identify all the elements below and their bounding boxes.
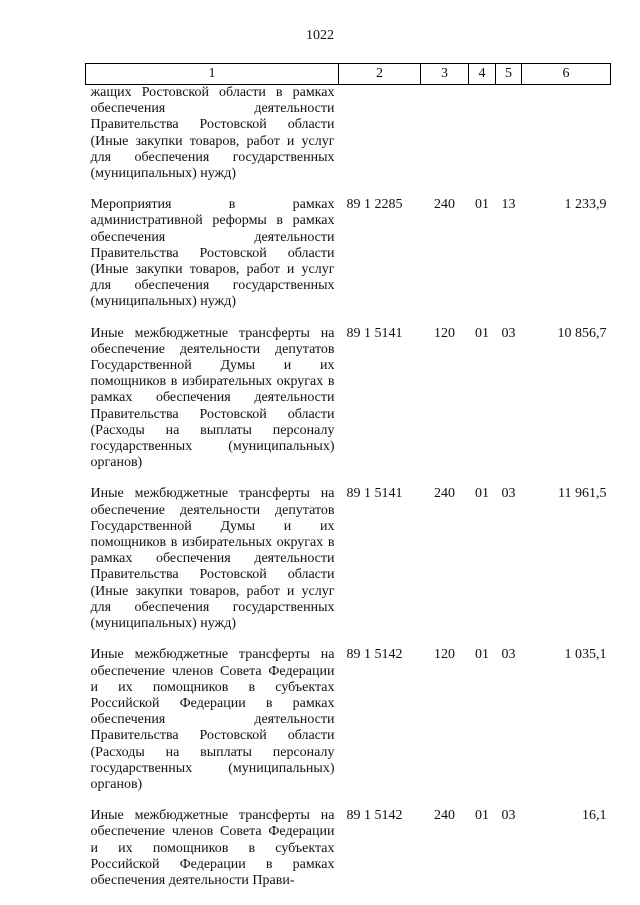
row-pr: 03 <box>501 486 516 502</box>
row-code <box>339 85 421 198</box>
header-cell: 2 <box>339 64 421 85</box>
row-pr: 13 <box>501 197 516 213</box>
header-cell: 5 <box>496 64 522 85</box>
table-row <box>86 85 611 198</box>
row-code: 89 1 5142 <box>346 647 403 663</box>
row-description: Мероприятия в рамках административной реформы в рамках обеспечения деятельности Правительства Ростовской области (Иные закупки товаров, работ и услуг для обеспечения государственных (муниципальных) нужд) <box>90 197 335 310</box>
header-cell: 4 <box>469 64 496 85</box>
row-sum: 1 233,9 <box>564 197 607 213</box>
row-code: 89 1 5141 <box>346 486 403 502</box>
page-number: 1022 <box>306 28 334 43</box>
row-vr: 240 <box>434 808 455 824</box>
row-sum: 10 856,7 <box>557 325 607 341</box>
row-code: 89 1 2285 <box>346 197 403 213</box>
row-description: Иные межбюджетные трансферты на обеспечение деятельности депутатов Государственной Думы и их помощников в избирательных округах в рамках обеспечения деятельности Правительства Ростовской области (Иные закупки товаров, работ и услуг для обеспечения государственных (муниципальных) нужд) <box>90 486 335 632</box>
row-vr <box>421 85 469 198</box>
row-rz <box>469 85 496 198</box>
row-pr: 03 <box>501 808 516 824</box>
row-sum: 16,1 <box>582 808 607 824</box>
header-cell: 6 <box>522 64 611 85</box>
row-description: Иные межбюджетные трансферты на обеспечение деятельности депутатов Государственной Думы и их помощников в избирательных округах в рамках обеспечения деятельности Правительства Ростовской области (Расходы на выплаты персоналу государственных (муниципальных) органов) <box>90 325 335 471</box>
header-cell: 1 <box>86 64 339 85</box>
row-rz: 01 <box>475 486 489 502</box>
row-sum <box>522 85 611 198</box>
table-row <box>86 647 611 808</box>
row-vr: 240 <box>434 486 455 502</box>
table-row <box>86 486 611 647</box>
row-vr: 120 <box>434 325 455 341</box>
row-rz: 01 <box>475 197 489 213</box>
table-row <box>86 197 611 325</box>
row-rz: 01 <box>475 325 489 341</box>
header-row <box>86 64 611 85</box>
row-description: Иные межбюджетные трансферты на обеспечение членов Совета Федерации и их помощников в субъектах Российской Федерации в рамках обеспечения деятельности Прави- <box>90 808 335 888</box>
row-pr: 03 <box>501 325 516 341</box>
row-description: жащих Ростовской области в рамках обеспечения деятельности Правительства Ростовской области (Иные закупки товаров, работ и услуг для обеспечения государственных (муниципальных) нужд) <box>90 85 335 182</box>
budget-table <box>85 63 611 889</box>
row-sum: 1 035,1 <box>564 647 607 663</box>
table-row <box>86 326 611 487</box>
row-vr: 240 <box>434 197 455 213</box>
row-vr: 120 <box>434 647 455 663</box>
row-sum: 11 961,5 <box>558 486 607 502</box>
row-rz: 01 <box>475 808 489 824</box>
header-cell: 3 <box>421 64 469 85</box>
row-description: Иные межбюджетные трансферты на обеспечение членов Совета Федерации и их помощников в субъектах Российской Федерации в рамках обеспечения деятельности Правительства Ростовской области (Расходы на выплаты персоналу государственных (муниципальных) органов) <box>90 647 335 792</box>
row-rz: 01 <box>475 647 489 663</box>
row-pr <box>496 85 522 198</box>
row-code: 89 1 5142 <box>346 808 403 824</box>
row-pr: 03 <box>501 647 516 663</box>
row-code: 89 1 5141 <box>346 325 403 341</box>
table-row <box>86 808 611 889</box>
